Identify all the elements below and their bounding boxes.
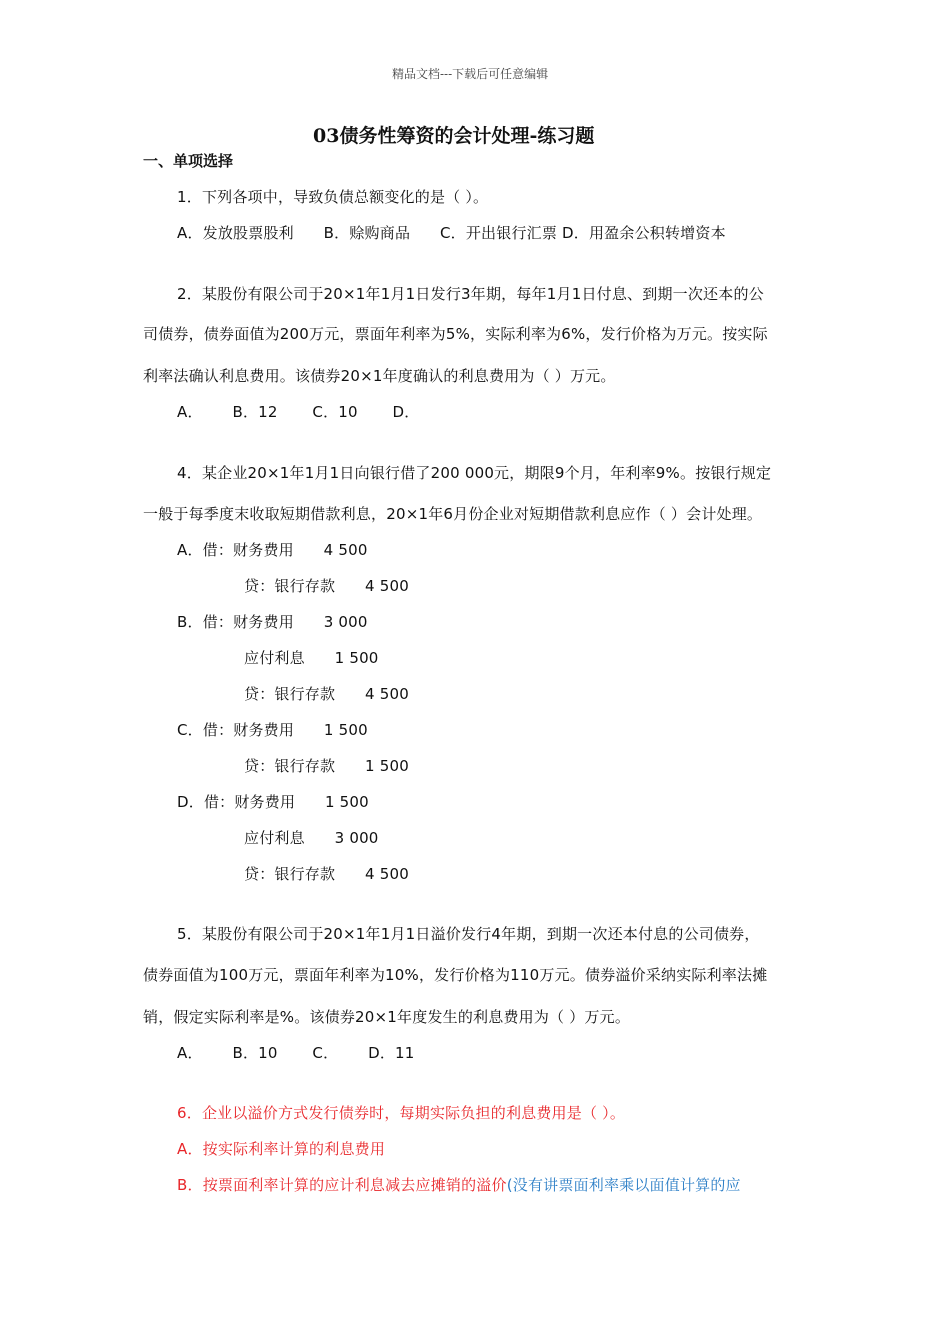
q2-options: A． B．12 C．10 D．	[177, 403, 420, 421]
document-title: 03债务性筹资的会计处理-练习题	[313, 125, 595, 147]
q2-line-2: 司债券，债券面值为200万元，票面年利率为5%，实际利率为6%，发行价格为万元。按实际	[143, 325, 768, 343]
q4-entry-b-debit-2: 应付利息 1 500	[244, 649, 379, 667]
q4-entry-a-debit: A．借：财务费用 4 500	[177, 541, 368, 559]
q4-entry-c-debit: C．借：财务费用 1 500	[177, 721, 368, 739]
q2-line-1: 2．某股份有限公司于20×1年1月1日发行3年期，每年1月1日付息、到期一次还本的公	[177, 285, 764, 303]
q6-option-b-note: (没有讲票面利率乘以面值计算的应	[506, 1176, 741, 1194]
q4-entry-d-credit: 贷：银行存款 4 500	[244, 865, 409, 883]
q4-line-1: 4．某企业20×1年1月1日向银行借了200 000元，期限9个月，年利率9%。按银行规定	[177, 464, 772, 482]
page-header: 精品文档---下载后可任意编辑	[392, 67, 549, 81]
q1-options: A．发放股票股利 B．赊购商品 C．开出银行汇票 D．用盈余公积转增资本	[177, 224, 726, 242]
q5-line-2: 债券面值为100万元，票面年利率为10%，发行价格为110万元。债券溢价采纳实际利率法摊	[143, 966, 768, 984]
q1-stem: 1．下列各项中，导致负债总额变化的是（ ）。	[177, 188, 489, 206]
q4-entry-a-credit: 贷：银行存款 4 500	[244, 577, 409, 595]
q4-line-2: 一般于每季度末收取短期借款利息，20×1年6月份企业对短期借款利息应作（ ）会计处理。	[143, 505, 763, 523]
q2-line-3: 利率法确认利息费用。该债券20×1年度确认的利息费用为（ ）万元。	[143, 367, 616, 385]
q6-option-b-line	[177, 1178, 741, 1193]
q5-line-3: 销，假定实际利率是%。该债券20×1年度发生的利息费用为（ ）万元。	[143, 1008, 631, 1026]
q5-options: A． B．10 C． D．11	[177, 1044, 415, 1062]
q4-entry-c-credit: 贷：银行存款 1 500	[244, 757, 409, 775]
q4-entry-b-debit: B．借：财务费用 3 000	[177, 613, 368, 631]
q6-option-a: A．按实际利率计算的利息费用	[177, 1140, 386, 1158]
q4-entry-b-credit: 贷：银行存款 4 500	[244, 685, 409, 703]
q6-option-b: B．按票面利率计算的应计利息减去应摊销的溢价	[177, 1176, 507, 1194]
q5-line-1: 5．某股份有限公司于20×1年1月1日溢价发行4年期，到期一次还本付息的公司债券，	[177, 925, 760, 943]
q4-entry-d-debit-2: 应付利息 3 000	[244, 829, 379, 847]
q4-entry-d-debit: D．借：财务费用 1 500	[177, 793, 369, 811]
q6-stem: 6．企业以溢价方式发行债券时，每期实际负担的利息费用是（ ）。	[177, 1104, 626, 1122]
section-heading: 一、单项选择	[143, 152, 234, 170]
